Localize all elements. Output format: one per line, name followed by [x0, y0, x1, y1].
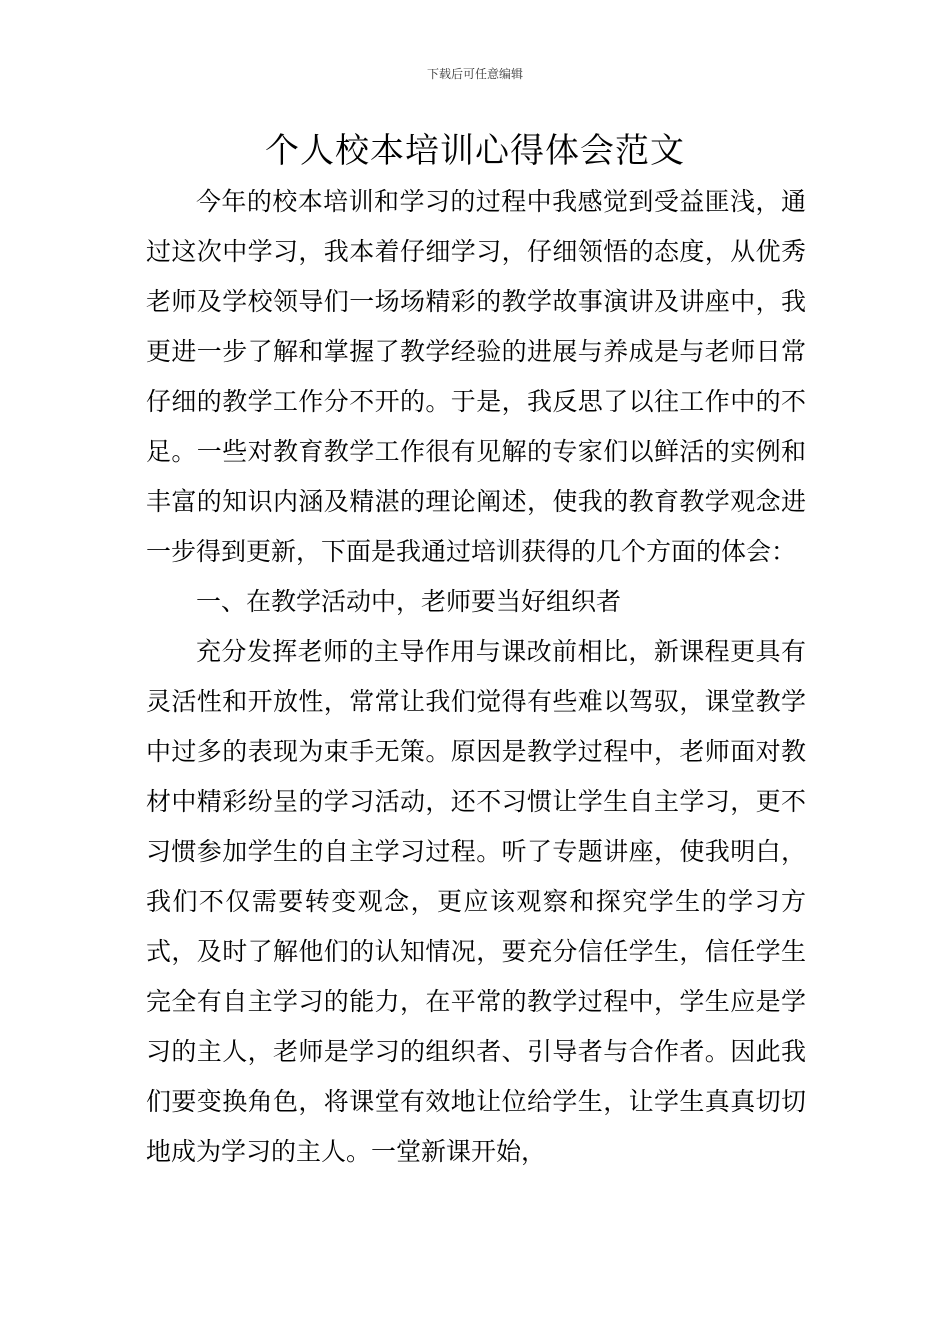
paragraph-section-heading: 一、在教学活动中，老师要当好组织者: [196, 587, 622, 616]
document-body: [146, 177, 806, 1177]
document-title: 个人校本培训心得体会范文: [265, 131, 685, 171]
paragraph-intro: 今年的校本培训和学习的过程中我感觉到受益匪浅，通过这次中学习，我本着仔细学习，仔细领悟的态度，从优秀老师及学校领导们一场场精彩的教学故事演讲及讲座中，我更进一步了解和掌握了教学经验的进展与养成是与老师日常仔细的教学工作分不开的。于是，我反思了以往工作中的不足。一些对教育教学工作很有见解的专家们以鲜活的实例和丰富的知识内涵及精湛的理论阐述，使我的教育教学观念进一步得到更新，下面是我通过培训获得的几个方面的体会：: [146, 187, 806, 566]
paragraph-section-body: 充分发挥老师的主导作用与课改前相比，新课程更具有灵活性和开放性，常常让我们觉得有些难以驾驭，课堂教学中过多的表现为束手无策。原因是教学过程中，老师面对教材中精彩纷呈的学习活动，还不习惯让学生自主学习，更不习惯参加学生的自主学习过程。听了专题讲座，使我明白，我们不仅需要转变观念，更应该观察和探究学生的学习方式，及时了解他们的认知情况，要充分信任学生，信任学生完全有自主学习的能力，在平常的教学过程中，学生应是学习的主人，老师是学习的组织者、引导者与合作者。因此我们要变换角色，将课堂有效地让位给学生，让学生真真切切地成为学习的主人。一堂新课开始，: [146, 637, 806, 1166]
header-note: 下载后可任意编辑: [426, 67, 523, 81]
